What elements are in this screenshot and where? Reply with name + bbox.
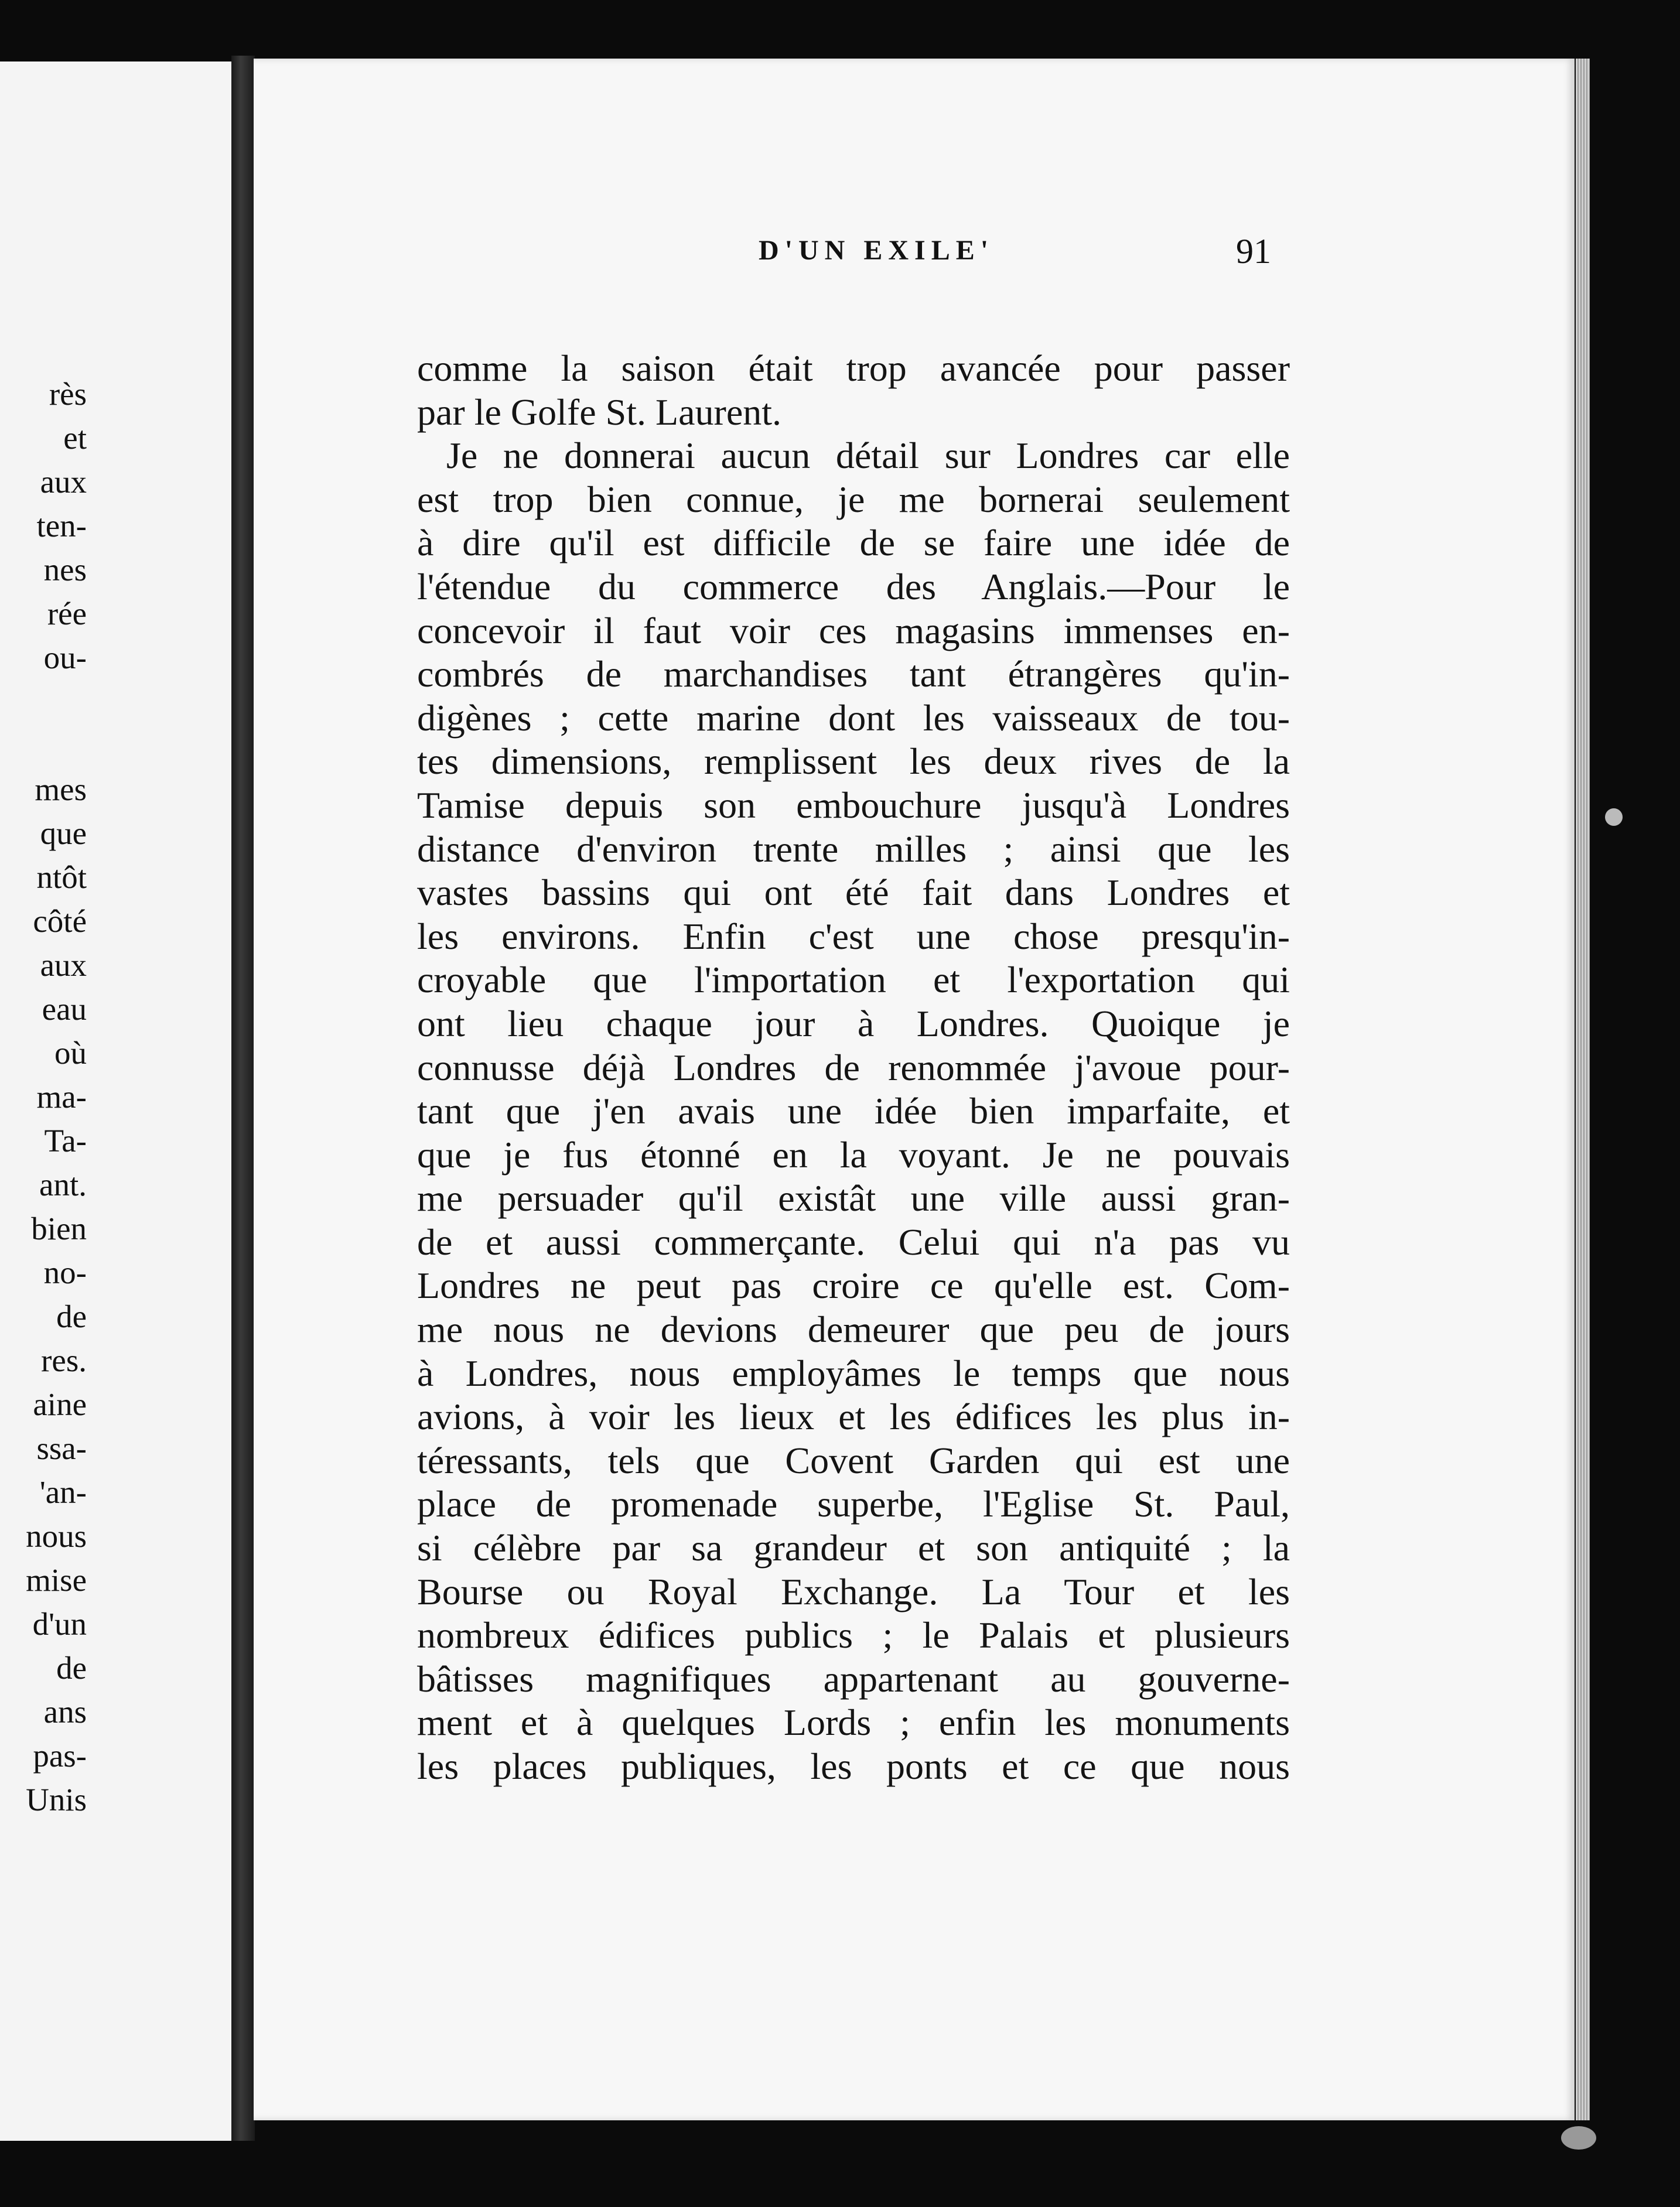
text-line: si célèbre par sa grandeur et son antiquité ; la — [417, 1527, 1290, 1569]
text-line: que je fus étonné en la voyant. Je ne pouvais — [417, 1133, 1290, 1176]
text-line: Je ne donnerai aucun détail sur Londres car elle — [446, 435, 1290, 477]
left-page-fragment: aux — [40, 947, 87, 983]
text-line: à dire qu'il est difficile de se faire une idée de — [417, 522, 1290, 564]
left-page-fragment: ten- — [36, 508, 87, 544]
left-page-fragment: de — [56, 1650, 87, 1686]
left-page-fragment: Ta- — [44, 1123, 87, 1159]
text-line: place de promenade superbe, l'Eglise St. Paul, — [417, 1483, 1290, 1525]
left-page-fragment: nes — [43, 552, 87, 587]
left-page-fragment: mes — [35, 771, 87, 807]
left-page-fragment: de — [56, 1299, 87, 1334]
book-gutter — [231, 56, 255, 2141]
text-line: vastes bassins qui ont été fait dans Londres et — [417, 872, 1290, 914]
text-line: les environs. Enfin c'est une chose presqu'in- — [417, 915, 1290, 957]
text-line: tes dimensions, remplissent les deux rives de la — [417, 740, 1290, 783]
left-page-fragment: res. — [41, 1342, 87, 1378]
text-line: concevoir il faut voir ces magasins immenses en- — [417, 609, 1290, 651]
left-page-fragment: rès — [49, 376, 87, 412]
text-line: comme la saison était trop avancée pour passer — [417, 347, 1290, 389]
text-line: de et aussi commerçante. Celui qui n'a pas vu — [417, 1221, 1290, 1263]
left-page-fragment: Unis — [26, 1782, 87, 1817]
text-line: avions, à voir les lieux et les édifices les plus in- — [417, 1396, 1290, 1438]
left-page-fragment: que — [40, 815, 87, 851]
left-page-fragment: ans — [43, 1694, 87, 1730]
left-page-fragment: d'un — [32, 1606, 87, 1642]
left-page-fragment: ant. — [39, 1167, 87, 1202]
scan-specks-bottom — [1561, 2126, 1596, 2150]
left-page-fragment: ma- — [36, 1079, 87, 1115]
left-page-fragment: eau — [42, 991, 87, 1027]
text-line: les places publiques, les ponts et ce que nous — [417, 1745, 1290, 1787]
left-page-fragment: bien — [31, 1211, 87, 1246]
text-line: Bourse ou Royal Exchange. La Tour et les — [417, 1570, 1290, 1612]
left-page-fragment: rée — [47, 596, 87, 631]
left-page-fragment: aux — [40, 464, 87, 500]
text-line: me nous ne devions demeurer que peu de jours — [417, 1309, 1290, 1351]
text-line: me persuader qu'il existât une ville aussi gran- — [417, 1177, 1290, 1219]
left-page-fragment: et — [63, 420, 87, 456]
text-line: combrés de marchandises tant étrangères qu'in- — [417, 653, 1290, 695]
left-page-fragment: mise — [26, 1562, 87, 1598]
left-page-fragment: où — [54, 1035, 87, 1071]
text-line: bâtisses magnifiques appartenant au gouverne- — [417, 1658, 1290, 1700]
left-page-fragment: nous — [26, 1518, 87, 1554]
text-line: connusse déjà Londres de renommée j'avoue pour- — [417, 1046, 1290, 1088]
text-line: croyable que l'importation et l'exportation qui — [417, 959, 1290, 1001]
scan-specks — [1605, 808, 1623, 826]
text-line: tant que j'en avais une idée bien imparfaite, et — [417, 1090, 1290, 1132]
text-line: Tamise depuis son embouchure jusqu'à Londres — [417, 784, 1290, 826]
running-head: D'UN EXILE' — [759, 235, 995, 266]
text-line: par le Golfe St. Laurent. — [417, 391, 781, 433]
text-line: distance d'environ trente milles ; ainsi que les — [417, 828, 1290, 870]
text-line: nombreux édifices publics ; le Palais et plusieurs — [417, 1614, 1290, 1656]
text-line: Londres ne peut pas croire ce qu'elle est. Com- — [417, 1265, 1290, 1307]
text-line: digènes ; cette marine dont les vaisseaux de tou- — [417, 696, 1290, 739]
text-line: est trop bien connue, je me bornerai seulement — [417, 478, 1290, 520]
facing-page-left — [0, 62, 234, 2141]
left-page-fragment: aine — [33, 1386, 87, 1422]
text-line: ont lieu chaque jour à Londres. Quoique je — [417, 1002, 1290, 1044]
left-page-fragment: ou- — [43, 640, 87, 675]
left-page-fragment: pas- — [33, 1738, 87, 1774]
left-page-fragment: 'an- — [39, 1474, 87, 1510]
text-line: téressants, tels que Covent Garden qui est une — [417, 1439, 1290, 1481]
page-edges — [1576, 59, 1590, 2120]
page-number: 91 — [1236, 232, 1271, 271]
left-page-fragment: no- — [43, 1255, 87, 1290]
text-line: l'étendue du commerce des Anglais.—Pour le — [417, 565, 1290, 607]
text-line: à Londres, nous employâmes le temps que nous — [417, 1352, 1290, 1394]
body-text — [417, 347, 1290, 1789]
left-page-fragment: côté — [33, 903, 87, 939]
text-line: ment et à quelques Lords ; enfin les monuments — [417, 1702, 1290, 1744]
left-page-fragment: ntôt — [36, 859, 87, 895]
left-page-fragment: ssa- — [36, 1430, 87, 1466]
